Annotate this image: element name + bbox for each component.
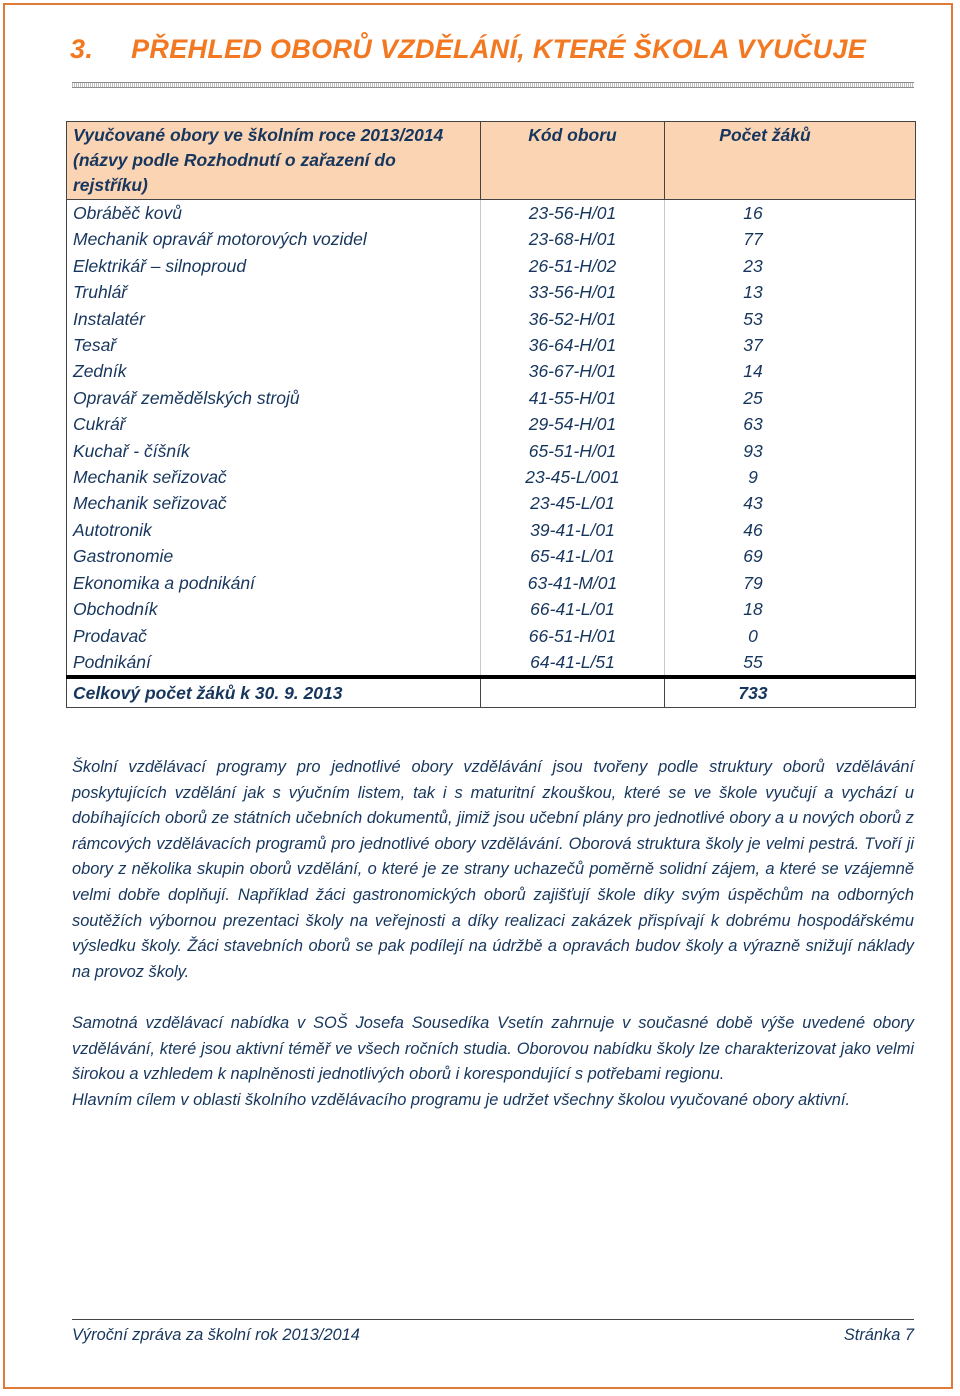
table-header-row xyxy=(67,122,916,200)
field-code-cell: 65-51-H/01 xyxy=(481,438,665,464)
field-name-cell: Kuchař - číšník xyxy=(67,438,481,464)
student-count-cell: 79 xyxy=(665,570,916,596)
field-code-cell: 66-51-H/01 xyxy=(481,623,665,649)
student-count-cell: 55 xyxy=(665,649,916,677)
table-row xyxy=(67,358,916,384)
field-name-cell: Gastronomie xyxy=(67,543,481,569)
student-count-cell: 9 xyxy=(665,464,916,490)
table-row xyxy=(67,543,916,569)
field-name-cell: Cukrář xyxy=(67,411,481,437)
field-name-cell: Ekonomika a podnikání xyxy=(67,570,481,596)
section-heading xyxy=(70,34,930,65)
table-row xyxy=(67,385,916,411)
field-code-cell: 66-41-L/01 xyxy=(481,596,665,622)
field-code-cell: 63-41-M/01 xyxy=(481,570,665,596)
student-count-cell: 46 xyxy=(665,517,916,543)
table-row xyxy=(67,623,916,649)
field-name-cell: Zedník xyxy=(67,358,481,384)
field-name-cell: Obráběč kovů xyxy=(67,200,481,227)
field-code-cell: 26-51-H/02 xyxy=(481,253,665,279)
section-title: PŘEHLED OBORŮ VZDĚLÁNÍ, KTERÉ ŠKOLA VYUČUJE xyxy=(131,34,867,64)
table-row xyxy=(67,649,916,677)
field-code-cell: 65-41-L/01 xyxy=(481,543,665,569)
paragraph: Školní vzdělávací programy pro jednotlivé obory vzdělávání jsou tvořeny podle struktury oborů vzdělávání poskytujících vzdělání jak s výučním listem, tak i s maturitní zkouškou, které se ve škole vyučují a vychází u dobíhajících oborů ze státních učebních dokumentů, jimiž jsou učební plány pro jednotlivé obory a u nových oborů z rámcových vzdělávacích programů pro jednotlivé obory vzdělávání. Oborová struktura školy je velmi pestrá. Tvoří ji obory z několika skupin oborů vzdělání, o které je ze strany uchazečů poměrně solidní zájem, a které se vzájemně velmi dobře doplňují. Například žáci gastronomických oborů zajišťují škole díky svým úspěchům na odborných soutěžích výbornou prezentaci školy na veřejnosti a díky realizaci zakázek přispívají k dobrému hospodářskému výsledku školy. Žáci stavebních oborů se pak podílejí na údržbě a opravách budov školy a výrazně snižují náklady na provoz školy. xyxy=(72,758,914,981)
footer-report-title: Výroční zpráva za školní rok 2013/2014 xyxy=(72,1326,360,1344)
table-total-row xyxy=(67,677,916,708)
field-name-cell: Mechanik opravář motorových vozidel xyxy=(67,226,481,252)
field-name-cell: Mechanik seřizovač xyxy=(67,464,481,490)
table-row xyxy=(67,226,916,252)
total-empty-cell xyxy=(481,677,665,708)
table-row xyxy=(67,279,916,305)
field-code-cell: 39-41-L/01 xyxy=(481,517,665,543)
student-count-cell: 13 xyxy=(665,279,916,305)
field-code-cell: 36-64-H/01 xyxy=(481,332,665,358)
total-label: Celkový počet žáků k 30. 9. 2013 xyxy=(67,677,481,708)
student-count-cell: 69 xyxy=(665,543,916,569)
table-row xyxy=(67,253,916,279)
student-count-cell: 43 xyxy=(665,490,916,516)
field-name-cell: Mechanik seřizovač xyxy=(67,490,481,516)
student-count-cell: 53 xyxy=(665,306,916,332)
table-row xyxy=(67,570,916,596)
header-student-count: Počet žáků xyxy=(665,122,916,200)
field-code-cell: 64-41-L/51 xyxy=(481,649,665,677)
field-name-cell: Autotronik xyxy=(67,517,481,543)
field-name-cell: Prodavač xyxy=(67,623,481,649)
table-row xyxy=(67,517,916,543)
field-name-cell: Tesař xyxy=(67,332,481,358)
student-count-cell: 37 xyxy=(665,332,916,358)
field-code-cell: 33-56-H/01 xyxy=(481,279,665,305)
student-count-cell: 93 xyxy=(665,438,916,464)
student-count-cell: 14 xyxy=(665,358,916,384)
student-count-cell: 18 xyxy=(665,596,916,622)
table-body xyxy=(67,200,916,678)
table-row xyxy=(67,411,916,437)
student-count-cell: 23 xyxy=(665,253,916,279)
student-count-cell: 63 xyxy=(665,411,916,437)
field-name-cell: Instalatér xyxy=(67,306,481,332)
footer-page-number: Stránka 7 xyxy=(843,1326,914,1344)
field-name-cell: Opravář zemědělských strojů xyxy=(67,385,481,411)
body-text xyxy=(72,755,914,1113)
section-number: 3. xyxy=(70,34,94,64)
field-code-cell: 23-68-H/01 xyxy=(481,226,665,252)
student-count-cell: 0 xyxy=(665,623,916,649)
fields-table xyxy=(66,121,916,708)
heading-underline xyxy=(72,82,914,88)
paragraph: Hlavním cílem v oblasti školního vzdělávacího programu je udržet všechny školou vyučované obory aktivní. xyxy=(72,1090,851,1109)
field-code-cell: 36-67-H/01 xyxy=(481,358,665,384)
field-code-cell: 41-55-H/01 xyxy=(481,385,665,411)
header-field-name: Vyučované obory ve školním roce 2013/2014 (názvy podle Rozhodnutí o zařazení do rejstříku) xyxy=(67,122,481,200)
student-count-cell: 77 xyxy=(665,226,916,252)
student-count-cell: 16 xyxy=(665,200,916,227)
table-row xyxy=(67,596,916,622)
table-row xyxy=(67,438,916,464)
field-name-cell: Elektrikář – silnoproud xyxy=(67,253,481,279)
student-count-cell: 25 xyxy=(665,385,916,411)
table-row xyxy=(67,332,916,358)
field-name-cell: Podnikání xyxy=(67,649,481,677)
footer-rule xyxy=(72,1319,914,1320)
table-row xyxy=(67,490,916,516)
table-row xyxy=(67,464,916,490)
field-code-cell: 23-45-L/001 xyxy=(481,464,665,490)
field-code-cell: 23-45-L/01 xyxy=(481,490,665,516)
total-count: 733 xyxy=(665,677,916,708)
field-name-cell: Obchodník xyxy=(67,596,481,622)
field-code-cell: 29-54-H/01 xyxy=(481,411,665,437)
field-code-cell: 36-52-H/01 xyxy=(481,306,665,332)
table-row xyxy=(67,306,916,332)
table-row xyxy=(67,200,916,227)
field-name-cell: Truhlář xyxy=(67,279,481,305)
header-field-code: Kód oboru xyxy=(481,122,665,200)
paragraph: Samotná vzdělávací nabídka v SOŠ Josefa Sousedíka Vsetín zahrnuje v současné době výše uvedené obory vzdělávání, které jsou aktivní téměř ve všech ročních studia. Oborovou nabídku školy lze charakterizovat jako velmi širokou a vzhledem k naplněnosti jednotlivých oborů i korespondující s potřebami regionu. xyxy=(72,1013,914,1084)
field-code-cell: 23-56-H/01 xyxy=(481,200,665,227)
